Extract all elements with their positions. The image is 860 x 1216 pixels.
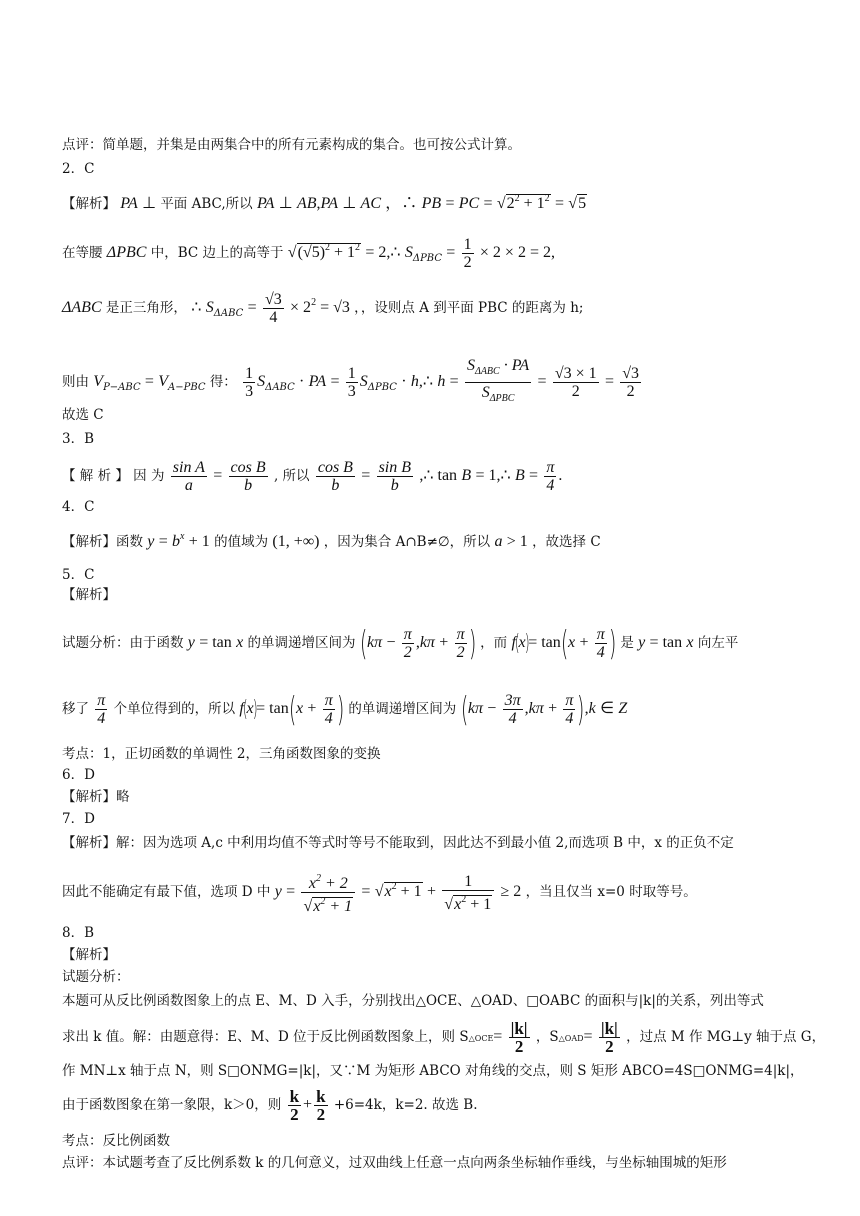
choose-c-2: 故选 C [62, 407, 104, 423]
solution-8-line-1: 本题可从反比例函数图象上的点 E、M、D 入手，分别找出△OCE、△OAD、□OABC 的面积与|k|的关系，列出等式 [62, 993, 764, 1009]
solution-8-heading: 【解析】 [62, 947, 116, 963]
solution-5-heading: 【解析】 [62, 587, 116, 603]
solution-2-line-1: 【解析】 PA ⊥ 平面 ABC,所以 PA ⊥ AB,PA ⊥ AC ，∴ PB = PC = $√2^2 + 1^2 = √5$ [62, 193, 587, 212]
comment-line-1: 点评：简单题，并集是由两集合中的所有元素构成的集合。也可按公式计算。 [62, 137, 521, 153]
solution-2-line-3: ΔABC 是正三角形， ∴ $S_{\Delta ABC}$ = $\frac{√3}{4}$ × $2^2 = √3$ ，，设则点 A 到平面 PBC 的距离为 h; [62, 291, 584, 326]
solution-3: 【 解 析 】 因 为 $\frac{\text{sin A}}{a}$ = $\frac{\text{cos B}}{b}$ , 所以 $\frac{\text{cos B}}{b}$ = $\frac{\text{sin B}}{b}$ ,∴ tan B = 1,∴ B = $\frac{\pi}{4}$ . [62, 459, 563, 494]
answer-4: 4．C [62, 499, 95, 515]
solution-8-line-2: 求出 k 值。解：由题意得：E、M、D 位于反比例函数图象上，则 S△OCE= $\frac{|k|}{2}$ ，S△OAD= $\frac{|k|}{2}$ ，过点 M 作 MG⊥y 轴于点 G， [62, 1019, 826, 1056]
solution-8-line-4: 由于函数图象在第一象限，k＞0，则 $\frac{k}{2}$ + $\frac{k}{2}$ +6=4k，k=2. 故选 B. [62, 1087, 478, 1124]
solution-5-line-1: 试题分析：由于函数 y = tan x 的单调递增区间为 (kπ − $\frac{\pi}{2}$ ,kπ + $\frac{\pi}{2}$ ) ，而 f(x)= tan(x + $\frac{\pi}{4}$ ) 是 y = tan x 向左平 [62, 623, 739, 664]
answer-3: 3．B [62, 431, 95, 447]
answer-7: 7．D [62, 811, 95, 827]
solution-4: 【解析】函数 $y = b^x + 1$ 的值域为 (1, +∞) ，因为集合 A∩B≠∅，所以 a > 1 ，故选择 C [62, 531, 601, 550]
answer-6: 6．D [62, 767, 95, 783]
solution-8-analysis: 试题分析： [62, 969, 130, 985]
solution-8-line-3: 作 MN⊥x 轴于点 N，则 S□ONMG=|k|，又∵M 为矩形 ABCO 对角线的交点，则 S 矩形 ABCO=4S□ONMG=4|k|， [62, 1063, 804, 1079]
solution-2-line-4: 则由 $V_{P-ABC} = V_{A-PBC}$ 得： $\frac{1}{3}$ $S_{\Delta ABC}$ · PA = $\frac{1}{3}$ $S_{\Delta PBC}$ · h,∴ h = $\frac{S_{\Delta ABC} \cdot PA}{S_{\Delta PBC}}$ = $\frac{√3 \times 1}{2}$ = $\frac{√3}{2}$ [62, 357, 640, 404]
answer-5: 5．C [62, 567, 95, 583]
answer-8: 8．B [62, 925, 95, 941]
answer-2: 2．C [62, 161, 95, 177]
solution-2-line-2: 在等腰 ΔPBC 中，BC 边上的高等于 $√(√5)^2 + 1^2$ = 2,∴ $S_{\Delta PBC}$ = $\frac{1}{2}$ × 2 × 2 = 2, [62, 236, 555, 271]
solution-5-line-2: 移了 $\frac{\pi}{4}$ 个单位得到的，所以 f(x)= tan(x + $\frac{\pi}{4}$ ) 的单调递增区间为 (kπ − $\frac{3\pi}{4}$ ,kπ + $\frac{\pi}{4}$ ),k ∈ Z [62, 689, 628, 730]
key-points-8: 考点：反比例函数 [62, 1133, 170, 1149]
key-points-5: 考点：1，正切函数的单调性 2，三角函数图象的变换 [62, 746, 381, 762]
comment-8: 点评：本试题考查了反比例系数 k 的几何意义，过双曲线上任意一点向两条坐标轴作垂线，与坐标轴围城的矩形 [62, 1155, 727, 1171]
solution-7-line-1: 【解析】解：因为选项 A,c 中利用均值不等式时等号不能取到，因此达不到最小值 2,而选项 B 中，x 的正负不定 [62, 835, 734, 851]
solution-6: 【解析】略 [62, 789, 130, 805]
solution-7-line-2: 因此不能确定有最下值，选项 D 中 y = $\frac{x^2 + 2}{√x^2 + 1}$ = $√x^2 + 1$ + $\frac{1}{√x^2 + 1}$ ≥ 2 ，当且仅当 x=0 时取等号。 [62, 870, 697, 915]
